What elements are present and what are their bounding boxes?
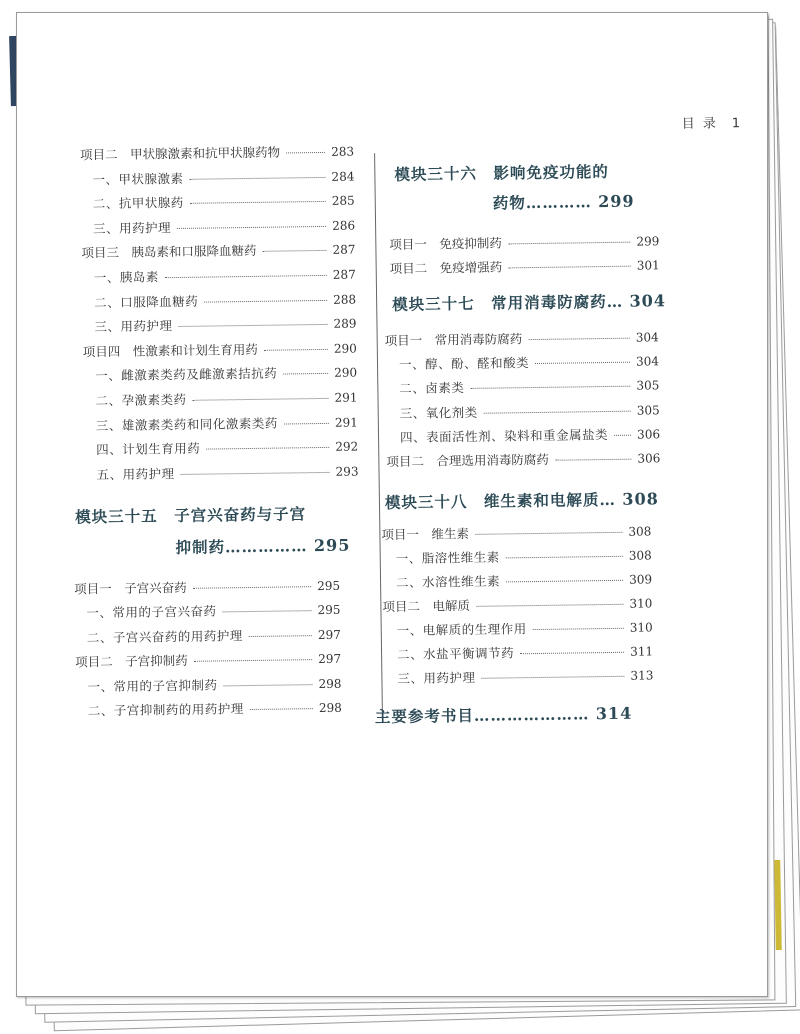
module-37-page: 304 <box>629 291 667 311</box>
module-36-title-cont[interactable] <box>493 190 635 214</box>
toc-project-entry[interactable] <box>389 231 659 255</box>
module-35-dots: …………… <box>224 536 308 557</box>
entry-label: 二、水溶性维生素 <box>395 573 501 590</box>
entry-label: 三、雄激素类药和同化激素类药 <box>95 415 278 433</box>
toc-sub-entry[interactable] <box>95 387 357 411</box>
entry-leader-dots <box>508 242 631 245</box>
entry-leader-dots <box>506 580 623 583</box>
header-title: 目 录 <box>681 116 718 132</box>
entry-page-number: 293 <box>335 464 359 479</box>
toc-project-entry[interactable] <box>75 649 341 673</box>
entry-leader-dots <box>178 324 327 327</box>
entry-leader-dots <box>189 177 325 180</box>
entry-label: 四、表面活性剂、染料和重金属盐类 <box>399 426 609 445</box>
entry-page-number: 301 <box>636 258 660 273</box>
entry-page-number: 311 <box>630 644 654 659</box>
entry-page-number: 285 <box>331 193 355 209</box>
references-label: 主要参考书目 <box>374 705 475 727</box>
entry-page-number: 283 <box>331 144 355 159</box>
toc-project-entry[interactable] <box>83 338 357 362</box>
entry-leader-dots <box>470 386 630 389</box>
entry-label: 二、抗甲状腺药 <box>92 195 184 212</box>
module-35-line2: 抑制药 <box>175 537 226 558</box>
references-page: 314 <box>595 703 633 724</box>
module-36-line2: 药物 <box>492 193 526 213</box>
toc-sub-entry[interactable] <box>399 351 659 375</box>
entry-label: 二、水盐平衡调节药 <box>396 645 515 662</box>
toc-page <box>16 12 768 997</box>
entry-leader-dots <box>506 556 623 559</box>
references-entry[interactable] <box>375 702 633 728</box>
entry-label: 项目二 合理选用消毒防腐药 <box>386 451 549 470</box>
toc-sub-entry[interactable] <box>397 665 653 689</box>
entry-page-number: 308 <box>628 524 652 539</box>
entry-leader-dots <box>476 604 624 607</box>
module-38-page: 308 <box>622 489 659 509</box>
entry-leader-dots <box>508 266 631 269</box>
entry-leader-dots <box>204 299 327 302</box>
toc-project-entry[interactable] <box>80 142 354 166</box>
entry-label: 项目三 胰岛素和口服降血糖药 <box>81 243 257 261</box>
toc-sub-entry[interactable] <box>96 437 358 461</box>
toc-sub-entry[interactable] <box>400 424 660 448</box>
entry-page-number: 304 <box>636 354 660 369</box>
entry-label: 项目二 免疫增强药 <box>389 259 503 277</box>
entry-page-number: 284 <box>331 169 355 184</box>
entry-label: 一、常用的子宫兴奋药 <box>86 603 217 621</box>
entry-page-number: 308 <box>628 548 652 563</box>
entry-label: 三、用药护理 <box>92 219 172 236</box>
module-35-page: 295 <box>313 535 351 556</box>
entry-page-number: 305 <box>636 378 660 393</box>
entry-page-number: 291 <box>334 415 358 430</box>
entry-leader-dots <box>528 338 630 340</box>
entry-label: 二、子宫兴奋药的用药护理 <box>86 627 243 646</box>
entry-page-number: 287 <box>332 267 356 282</box>
entry-label: 项目一 子宫兴奋药 <box>74 579 187 597</box>
entry-leader-dots <box>165 275 327 278</box>
toc-sub-entry[interactable] <box>94 289 356 313</box>
page-header <box>682 112 741 132</box>
entry-label: 项目一 常用消毒防腐药 <box>384 331 523 349</box>
entry-leader-dots <box>533 628 624 630</box>
toc-sub-entry[interactable] <box>92 166 354 190</box>
toc-sub-entry[interactable] <box>399 376 659 400</box>
entry-page-number: 304 <box>635 330 659 345</box>
toc-content <box>10 8 776 1003</box>
entry-label: 三、氧化剂类 <box>399 404 478 421</box>
entry-label: 项目一 免疫抑制药 <box>389 235 502 253</box>
entry-leader-dots <box>194 659 313 662</box>
entry-leader-dots <box>177 226 326 229</box>
toc-project-entry[interactable] <box>386 448 660 472</box>
entry-page-number: 305 <box>636 402 660 418</box>
entry-label: 二、子宫抑制药的用药护理 <box>87 701 244 719</box>
entry-leader-dots <box>262 250 326 252</box>
module-36-page: 299 <box>598 191 635 212</box>
toc-sub-entry[interactable] <box>396 569 652 593</box>
entry-label: 三、用药护理 <box>94 318 173 335</box>
entry-label: 项目四 性激素和计划生育用药 <box>82 341 258 360</box>
toc-sub-entry[interactable] <box>87 673 341 697</box>
entry-leader-dots <box>250 708 313 710</box>
entry-page-number: 287 <box>332 242 356 258</box>
entry-page-number: 299 <box>636 234 660 249</box>
entry-label: 四、计划生育用药 <box>96 440 201 458</box>
toc-sub-entry[interactable] <box>93 215 355 239</box>
header-page-number: 1 <box>731 116 741 132</box>
toc-project-entry[interactable] <box>382 593 652 617</box>
entry-leader-dots <box>181 472 330 475</box>
toc-sub-entry[interactable] <box>397 641 653 665</box>
toc-project-entry[interactable] <box>381 521 651 545</box>
entry-page-number: 297 <box>318 651 342 667</box>
toc-sub-entry[interactable] <box>400 400 660 424</box>
module-38-dots: … <box>599 489 617 510</box>
entry-label: 一、甲状腺激素 <box>92 170 184 187</box>
toc-sub-entry[interactable] <box>93 191 355 215</box>
entry-leader-dots <box>249 635 312 637</box>
entry-leader-dots <box>484 410 631 413</box>
entry-page-number: 295 <box>317 578 341 594</box>
module-37-label: 模块三十七 常用消毒防腐药 <box>392 291 607 314</box>
entry-page-number: 306 <box>637 451 661 466</box>
entry-label: 项目二 甲状腺激素和抗甲状腺药物 <box>79 144 281 163</box>
entry-page-number: 291 <box>334 390 358 405</box>
module-38-title[interactable] <box>385 487 659 513</box>
entry-page-number: 309 <box>629 572 653 587</box>
module-37-dots: … <box>606 291 624 311</box>
module-36-title[interactable] <box>394 160 609 185</box>
module-35-title[interactable] <box>75 502 306 527</box>
entry-label: 二、口服降血糖药 <box>94 293 199 310</box>
entry-leader-dots <box>193 586 312 589</box>
entry-leader-dots <box>264 349 328 351</box>
entry-label: 二、卤素类 <box>399 380 465 397</box>
entry-label: 五、用药护理 <box>96 465 175 482</box>
module-36-line1: 模块三十六 影响免疫功能的 <box>394 161 610 184</box>
toc-sub-entry[interactable] <box>396 545 652 569</box>
entry-page-number: 310 <box>629 620 653 635</box>
entry-leader-dots <box>193 398 329 401</box>
entry-label: 项目二 电解质 <box>382 597 471 615</box>
entry-page-number: 297 <box>317 627 341 642</box>
entry-leader-dots <box>190 201 326 204</box>
entry-label: 项目二 子宫抑制药 <box>75 653 188 670</box>
entry-page-number: 313 <box>630 668 654 683</box>
module-38-label: 模块三十八 维生素和电解质 <box>384 490 600 513</box>
toc-sub-entry[interactable] <box>94 264 356 288</box>
entry-page-number: 298 <box>318 676 342 691</box>
toc-project-entry[interactable] <box>81 240 355 264</box>
toc-project-entry[interactable] <box>390 255 660 279</box>
entry-label: 二、孕激素类药 <box>95 391 187 409</box>
toc-sub-entry[interactable] <box>96 461 358 485</box>
entry-leader-dots <box>555 459 632 461</box>
toc-sub-entry[interactable] <box>94 314 356 338</box>
entry-leader-dots <box>283 373 328 375</box>
entry-page-number: 286 <box>332 218 356 233</box>
entry-leader-dots <box>614 434 631 435</box>
toc-project-entry[interactable] <box>385 327 659 351</box>
toc-sub-entry[interactable] <box>96 412 358 436</box>
module-36-dots: ………… <box>525 192 592 213</box>
entry-leader-dots <box>286 152 325 154</box>
entry-page-number: 290 <box>333 341 357 356</box>
module-35-line1: 模块三十五 子宫兴奋药与子宫 <box>74 504 307 527</box>
entry-leader-dots <box>520 652 624 654</box>
entry-page-number: 290 <box>334 365 358 381</box>
entry-page-number: 288 <box>333 292 357 307</box>
entry-page-number: 295 <box>317 603 341 618</box>
entry-page-number: 306 <box>637 427 661 442</box>
references-dots: ………………… <box>473 704 590 725</box>
entry-leader-dots <box>481 676 624 679</box>
entry-page-number: 298 <box>318 700 342 716</box>
entry-page-number: 310 <box>629 596 653 611</box>
entry-leader-dots <box>224 684 313 686</box>
entry-page-number: 289 <box>333 316 357 331</box>
toc-sub-entry[interactable] <box>88 698 342 722</box>
entry-label: 一、雌激素类药及雌激素拮抗药 <box>95 365 278 384</box>
toc-sub-entry[interactable] <box>95 363 357 387</box>
entry-leader-dots <box>206 447 329 450</box>
entry-leader-dots <box>535 362 630 364</box>
toc-sub-entry[interactable] <box>86 600 340 624</box>
toc-sub-entry[interactable] <box>87 625 341 649</box>
entry-leader-dots <box>475 532 623 535</box>
entry-label: 一、常用的子宫抑制药 <box>87 677 218 694</box>
entry-label: 三、用药护理 <box>397 669 476 686</box>
toc-project-entry[interactable] <box>74 576 340 600</box>
toc-sub-entry[interactable] <box>397 617 653 641</box>
entry-label: 一、醇、酚、醛和酸类 <box>398 355 530 373</box>
entry-leader-dots <box>222 611 311 613</box>
module-35-title-cont[interactable] <box>175 534 350 558</box>
module-37-title[interactable] <box>392 289 666 315</box>
entry-label: 一、脂溶性维生素 <box>395 549 500 566</box>
entry-leader-dots <box>284 422 329 424</box>
entry-label: 一、电解质的生理作用 <box>396 621 527 638</box>
column-divider <box>374 153 383 718</box>
entry-label: 一、胰岛素 <box>93 269 159 286</box>
entry-label: 项目一 维生素 <box>381 525 470 543</box>
entry-page-number: 292 <box>335 439 359 454</box>
